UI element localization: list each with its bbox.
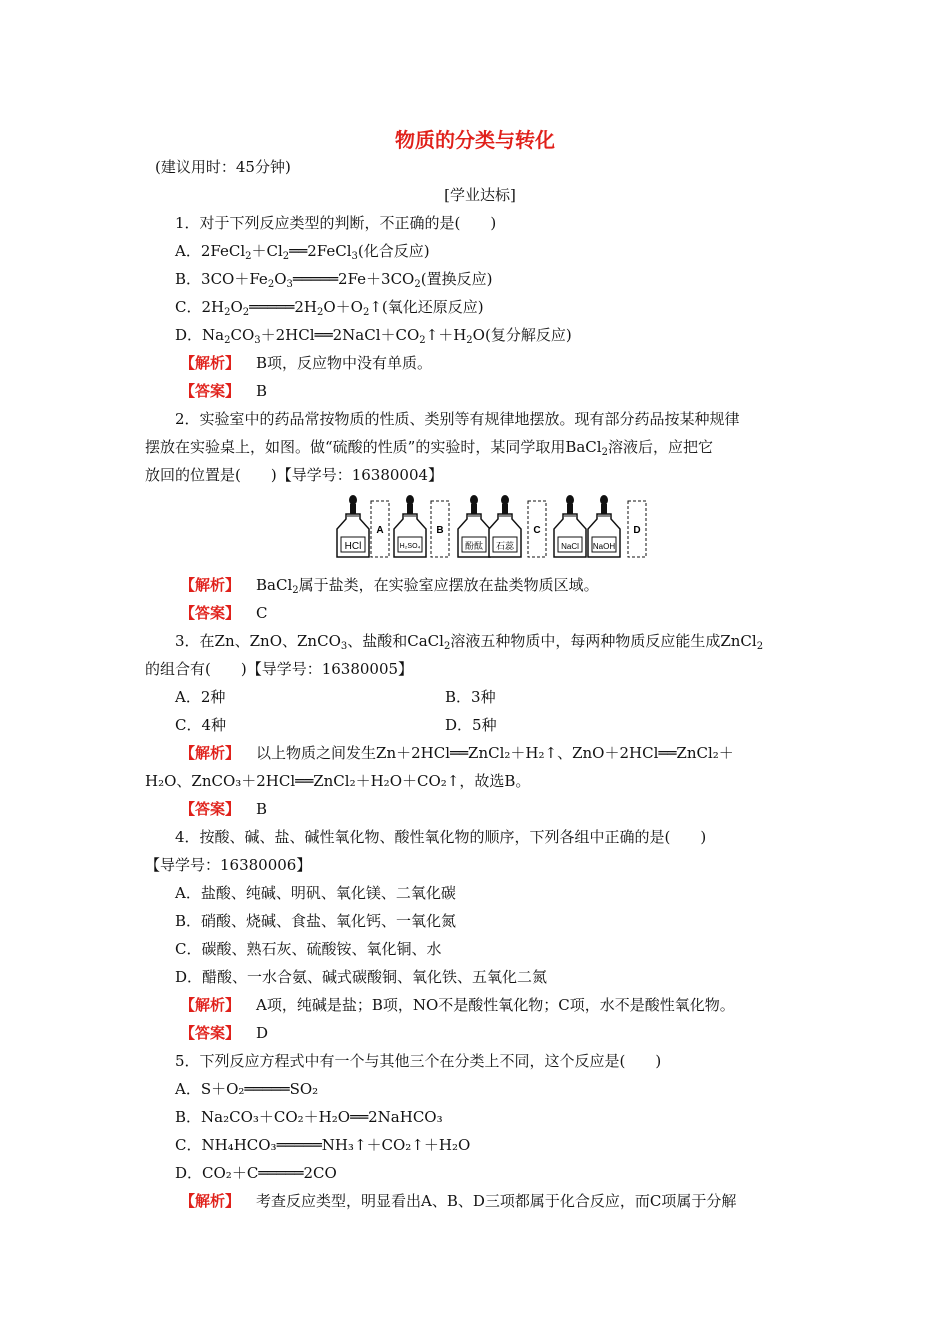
time-hint: (建议用时：45分钟) — [155, 158, 291, 176]
svg-text:H₂SO₄: H₂SO₄ — [399, 543, 421, 550]
bottle-h2so4 — [394, 495, 426, 557]
analysis-tag: 【解析】 — [180, 1192, 241, 1210]
svg-text:NaOH: NaOH — [592, 542, 616, 551]
q1-option-c: C．$2H_2O_2═════2H_2O+O_2↑$(氧化还原反应) — [175, 298, 484, 318]
q4-option-c: C．碳酸、熟石灰、硫酸铵、氧化铜、水 — [175, 940, 442, 958]
q1-analysis: 【解析】 B项，反应物中没有单质。 — [180, 354, 433, 372]
q5-option-b: B．Na₂CO₃＋CO₂＋H₂O══2NaHCO₃ — [175, 1108, 443, 1126]
q5-option-c: C．NH₄HCO₃═════NH₃↑＋CO₂↑＋H₂O — [175, 1136, 471, 1154]
q2-line2: 摆放在实验桌上，如图。做“硫酸的性质”的实验时，某同学取用BaCl$_2$溶液后，应把它 — [145, 438, 713, 458]
q3-option-c: C．4种 — [175, 716, 227, 734]
q1-option-b: B．$3CO+Fe_2O_3═════2Fe+3CO_2$(置换反应) — [175, 270, 493, 290]
q3-analysis-line1: 【解析】 以上物质之间发生Zn＋2HCl══ZnCl₂＋H₂↑、ZnO＋2HCl══ZnCl₂＋ — [180, 744, 734, 762]
svg-text:C: C — [533, 525, 541, 536]
q5-stem: 5．下列反应方程式中有一个与其他三个在分类上不同，这个反应是( ) — [175, 1052, 662, 1070]
q2-answer: 【答案】 C — [180, 604, 268, 622]
q5-option-a: A．S＋O₂═════SO₂ — [175, 1080, 319, 1098]
q3-option-a: A．2种 — [175, 688, 226, 706]
q2-line1: 2．实验室中的药品常按物质的性质、类别等有规律地摆放。现有部分药品按某种规律 — [175, 410, 740, 428]
q5-option-d: D．CO₂＋C═════2CO — [175, 1164, 337, 1182]
bottle-litmus — [489, 495, 521, 557]
answer-tag: 【答案】 — [180, 800, 241, 818]
reagent-bottles-figure — [333, 493, 651, 559]
q2-line3: 放回的位置是( )【导学号：16380004】 — [145, 466, 444, 484]
answer-tag: 【答案】 — [180, 604, 241, 622]
answer-tag: 【答案】 — [180, 382, 241, 400]
q3-analysis-line2: H₂O、ZnCO₃＋2HCl══ZnCl₂＋H₂O＋CO₂↑，故选B。 — [145, 772, 531, 790]
q5-analysis: 【解析】 考查反应类型，明显看出A、B、D三项都属于化合反应，而C项属于分解 — [180, 1192, 737, 1210]
q3-option-d: D．5种 — [445, 716, 497, 734]
q4-analysis: 【解析】 A项，纯碱是盐；B项，NO不是酸性氧化物；C项，水不是酸性氧化物。 — [180, 996, 735, 1014]
q4-answer: 【答案】 D — [180, 1024, 269, 1042]
svg-text:D: D — [633, 525, 641, 536]
q3-answer: 【答案】 B — [180, 800, 268, 818]
q1-stem: 1．对于下列反应类型的判断，不正确的是( ) — [175, 214, 497, 232]
analysis-tag: 【解析】 — [180, 744, 241, 762]
analysis-tag: 【解析】 — [180, 996, 241, 1014]
bottle-phenolphthalein — [458, 495, 490, 557]
q3-line1: 3．在Zn、ZnO、ZnCO$_3$、盐酸和CaCl$_2$溶液五种物质中，每两种物质反应能生成ZnCl$_2$ — [175, 632, 764, 652]
q1-option-a: A．$2FeCl_2+Cl_2══2FeCl_3$(化合反应) — [175, 242, 430, 262]
analysis-tag: 【解析】 — [180, 576, 241, 594]
q4-line2: 【导学号：16380006】 — [145, 856, 312, 874]
q1-option-d: D．$Na_2CO_3+2HCl══2NaCl+CO_2↑+H_2O$(复分解反应) — [175, 326, 572, 346]
svg-text:酚酞: 酚酞 — [464, 542, 484, 552]
svg-text:B: B — [436, 525, 444, 536]
q4-line1: 4．按酸、碱、盐、碱性氧化物、酸性氧化物的顺序，下列各组中正确的是( ) — [175, 828, 707, 846]
section-heading: [学业达标] — [444, 186, 516, 204]
bottle-hcl — [337, 495, 369, 557]
answer-tag: 【答案】 — [180, 1024, 241, 1042]
analysis-tag: 【解析】 — [180, 354, 241, 372]
q3-line2: 的组合有( )【导学号：16380005】 — [145, 660, 414, 678]
bottle-naoh — [588, 495, 620, 557]
q4-option-b: B．硝酸、烧碱、食盐、氧化钙、一氧化氮 — [175, 912, 457, 930]
svg-text:石蕊: 石蕊 — [495, 542, 515, 552]
q2-analysis: 【解析】 BaCl$_2$属于盐类，在实验室应摆放在盐类物质区域。 — [180, 576, 599, 596]
svg-text:A: A — [376, 525, 384, 536]
q3-option-b: B．3种 — [445, 688, 496, 706]
page-title: 物质的分类与转化 — [395, 128, 555, 152]
q4-option-d: D．醋酸、一水合氨、碱式碳酸铜、氧化铁、五氧化二氮 — [175, 968, 548, 986]
bottle-nacl — [554, 495, 586, 557]
q4-option-a: A．盐酸、纯碱、明矾、氧化镁、二氧化碳 — [175, 884, 456, 902]
svg-text:NaCl: NaCl — [561, 542, 579, 551]
svg-text:HCl: HCl — [344, 541, 362, 552]
q1-answer: 【答案】 B — [180, 382, 268, 400]
